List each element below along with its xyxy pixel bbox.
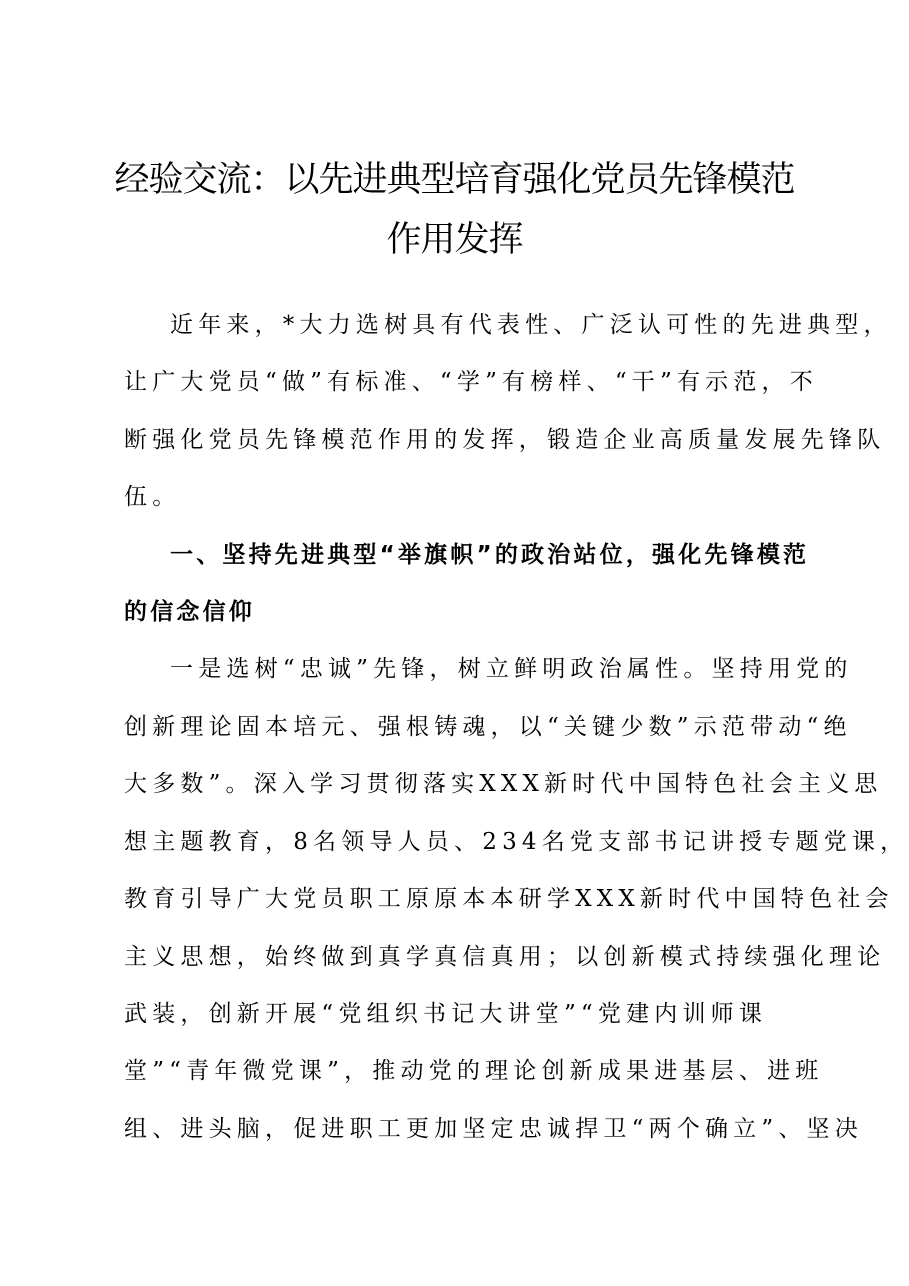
section-1-body-line-9: 组、进头脑，促进职工更加坚定忠诚捍卫“两个确立”、坚决 bbox=[124, 1116, 863, 1142]
section-1-body-line-3: 大多数”。深入学习贯彻落实XXX新时代中国特色社会主义思 bbox=[124, 771, 883, 797]
section-1-body-line-5: 教育引导广大党员职工原原本本研学XXX新时代中国特色社会 bbox=[124, 886, 894, 912]
section-1-body-line-1: 一是选树“忠诚”先锋，树立鲜明政治属性。坚持用党的 bbox=[170, 656, 853, 682]
document-title-line-2: 作用发挥 bbox=[386, 220, 523, 260]
section-1-body-line-4: 想主题教育，8名领导人员、234名党支部书记讲授专题党课， bbox=[124, 829, 909, 855]
section-1-body-line-6: 主义思想，始终做到真学真信真用；以创新模式持续强化理论 bbox=[124, 944, 886, 970]
section-1-heading-line-2: 的信念信仰 bbox=[124, 599, 255, 625]
intro-line-3: 断强化党员先锋模范作用的发挥，锻造企业高质量发展先锋队 bbox=[124, 427, 886, 453]
intro-line-4: 伍。 bbox=[124, 484, 181, 510]
section-1-body-line-2: 创新理论固本培元、强根铸魂，以“关键少数”示范带动“绝 bbox=[124, 714, 852, 740]
document-title-line-1: 经验交流：以先进典型培育强化党员先锋模范 bbox=[114, 160, 795, 200]
section-1-body-line-8: 堂”“青年微党课”，推动党的理论创新成果进基层、进班 bbox=[124, 1058, 824, 1084]
section-1-heading-line-1: 一、坚持先进典型“举旗帜”的政治站位，强化先锋模范 bbox=[170, 542, 810, 568]
intro-line-2: 让广大党员“做”有标准、“学”有榜样、“干”有示范，不 bbox=[124, 369, 818, 395]
intro-line-1: 近年来，*大力选树具有代表性、广泛认可性的先进典型， bbox=[170, 312, 892, 338]
section-1-body-line-7: 武装，创新开展“党组织书记大讲堂”“党建内训师课 bbox=[124, 1001, 768, 1027]
